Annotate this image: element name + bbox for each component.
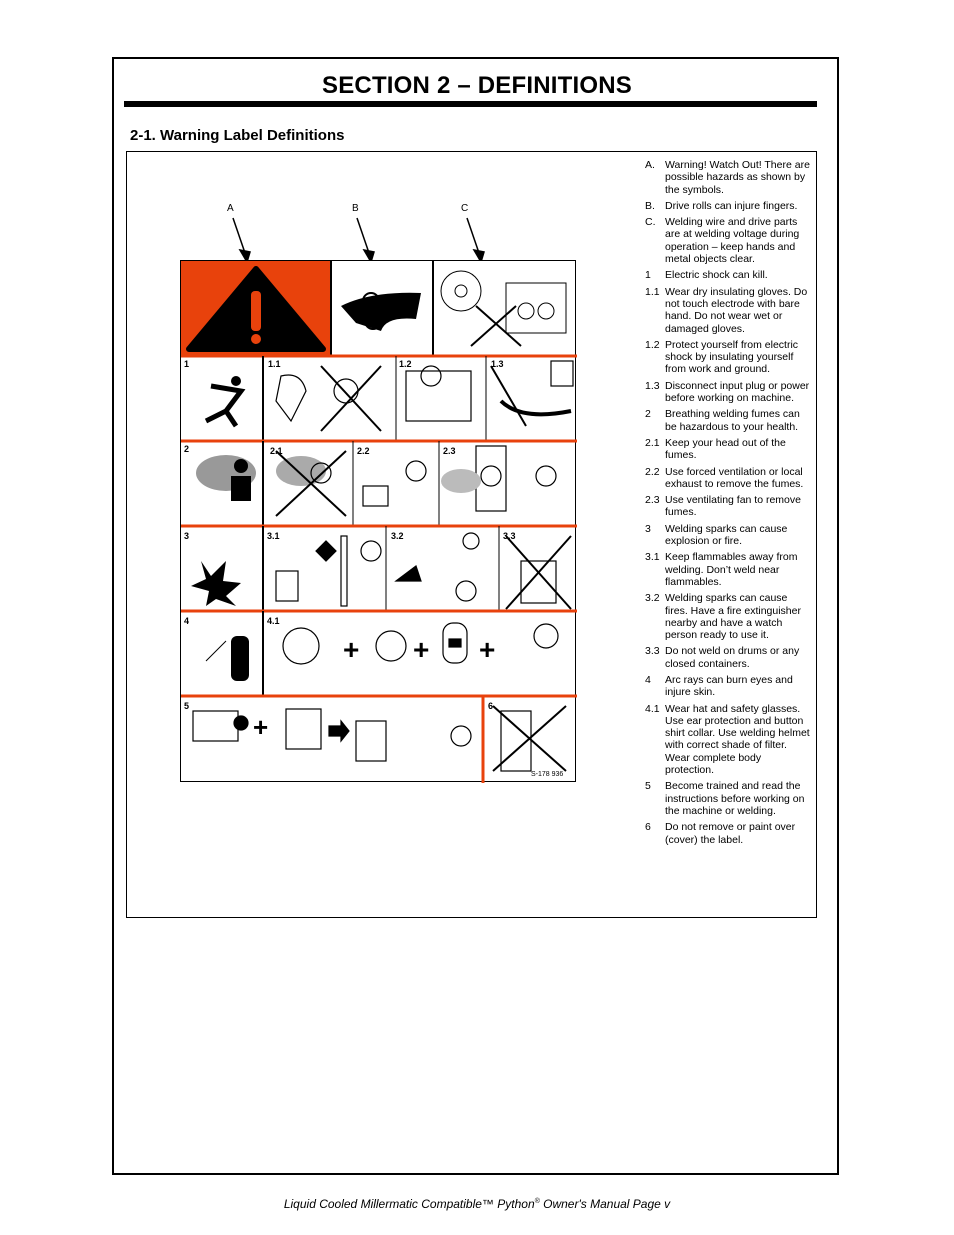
exhaust-icon (363, 461, 426, 506)
wire-drive-icon (441, 271, 566, 346)
do-not-cover-icon (493, 706, 566, 771)
legend-item (645, 380, 813, 405)
label-number: 2.1 (270, 446, 283, 456)
label-number: 4 (184, 616, 190, 626)
legend-key: 3.1 (645, 551, 660, 564)
legend-item (645, 339, 813, 376)
legend-key: 1.1 (645, 285, 660, 298)
legend-list (645, 159, 813, 850)
label-number: 3.2 (391, 531, 404, 541)
legend-item (645, 592, 813, 641)
legend-key: 2.2 (645, 465, 660, 478)
label-code: S-178 936 (531, 771, 564, 778)
footer-page-text: Owner's Manual Page v (539, 1197, 671, 1211)
label-number: 2 (184, 444, 190, 454)
label-number: 1.3 (491, 359, 504, 369)
label-number: 4.1 (267, 616, 280, 626)
label-number: 3.1 (267, 531, 280, 541)
legend-text: Use forced ventilation or local exhaust to remove the fumes. (665, 465, 804, 490)
footer-registered-mark: ® (534, 1198, 540, 1205)
legend-item (645, 159, 813, 196)
legend-item (645, 408, 813, 433)
legend-key: A. (645, 159, 655, 171)
legend-key: 2.1 (645, 436, 660, 449)
legend-key: 1 (645, 269, 651, 282)
legend-text: Protect yourself from electric shock by insulating yourself from work and ground. (665, 338, 799, 376)
explosion-icon (191, 561, 241, 606)
label-number: 3 (184, 531, 190, 541)
legend-key: 2 (645, 408, 651, 421)
legend-item (645, 437, 813, 462)
legend-key: B. (645, 199, 655, 212)
legend-text: Disconnect input plug or power before working on machine. (665, 379, 810, 405)
legend-text: Become trained and read the instructions before working on the machine or welding. (665, 780, 805, 817)
label-number: 1.2 (399, 359, 412, 369)
flammables-icon (276, 536, 381, 606)
ppe-icon (283, 623, 558, 665)
label-number: 6 (488, 701, 494, 711)
legend-text: Keep flammables away from welding. Don’t weld near flammables. (665, 551, 798, 588)
electric-shock-icon (206, 376, 241, 426)
label-number: 2.3 (443, 446, 456, 456)
label-number: 5 (184, 701, 190, 711)
fire-extinguisher-icon (396, 533, 479, 601)
legend-item (645, 523, 813, 548)
legend-item (645, 286, 813, 335)
section-title: SECTION 2 – DEFINITIONS (322, 72, 632, 99)
subsection-title: 2-1. Warning Label Definitions (130, 127, 345, 144)
svg-text:+: + (413, 634, 430, 665)
legend-item (645, 200, 813, 212)
warning-label-graphic (181, 261, 577, 783)
legend-item (645, 703, 813, 777)
legend-text: Wear hat and safety glasses. Use ear protection and button shirt collar. Use welding helmet with correct shade of filter. Wear complete body protection. (665, 702, 810, 777)
drum-icon (506, 536, 571, 609)
legend-key: 1.3 (645, 379, 660, 392)
legend-text: Welding wire and drive parts are at welding voltage during operation – keep hands and metal objects clear. (665, 216, 800, 266)
legend-item (645, 821, 813, 846)
svg-text:+: + (343, 634, 360, 665)
legend-item (645, 494, 813, 519)
arc-rays-icon (206, 636, 249, 681)
legend-key: 3.2 (645, 592, 660, 605)
svg-text:+: + (253, 712, 269, 742)
legend-key: 4 (645, 673, 651, 686)
label-number: 1 (184, 359, 190, 369)
legend-key: 1.2 (645, 338, 660, 351)
legend-key: 6 (645, 821, 651, 834)
legend-text: Warning! Watch Out! There are possible hazards as shown by the symbols. (665, 159, 810, 196)
legend-text: Do not weld on drums or any closed containers. (665, 645, 800, 670)
legend-item (645, 269, 813, 281)
callout-c: C (461, 203, 469, 214)
head-out-fumes-icon (276, 451, 346, 516)
insulate-icon (406, 366, 471, 421)
legend-item (645, 216, 813, 265)
footer-text: Liquid Cooled Millermatic Compatible™ Python (283, 1197, 535, 1211)
legend-text: Use ventilating fan to remove fumes. (665, 494, 801, 519)
fan-icon (441, 446, 556, 511)
legend-item (645, 674, 813, 699)
legend-item (645, 645, 813, 670)
legend-key: 5 (645, 780, 651, 793)
fumes-icon (196, 455, 256, 501)
svg-text:+: + (479, 634, 496, 665)
label-number: 3.3 (503, 531, 516, 541)
callout-b: B (352, 203, 359, 214)
legend-item (645, 466, 813, 491)
legend-text: Electric shock can kill. (665, 269, 768, 282)
warning-label (180, 260, 576, 782)
legend-item (645, 551, 813, 588)
training-icon (193, 709, 471, 761)
legend-key: 2.3 (645, 494, 660, 507)
disconnect-plug-icon (491, 361, 573, 426)
legend-text: Welding sparks can cause explosion or fire. (665, 522, 788, 548)
legend-text: Welding sparks can cause fires. Have a fire extinguisher nearby and have a watch person ready to use it. (665, 592, 801, 642)
legend-key: 3 (645, 522, 651, 535)
gloves-icon (276, 366, 381, 431)
legend-key: 3.3 (645, 645, 660, 658)
legend-text: Drive rolls can injure fingers. (665, 199, 798, 212)
legend-text: Breathing welding fumes can be hazardous to your health. (665, 408, 800, 433)
legend-key: C. (645, 216, 656, 229)
legend-text: Do not remove or paint over (cover) the label. (665, 821, 796, 846)
callout-a: A (227, 203, 234, 214)
label-number: 2.2 (357, 446, 370, 456)
page-footer (0, 1197, 954, 1211)
legend-text: Wear dry insulating gloves. Do not touch electrode with bare hand. Do not wear wet or damaged gloves. (665, 285, 808, 335)
legend-text: Keep your head out of the fumes. (665, 436, 786, 462)
legend-text: Arc rays can burn eyes and injure skin. (665, 673, 793, 699)
label-number: 1.1 (268, 359, 281, 369)
drive-rolls-icon (341, 293, 421, 331)
legend-item (645, 780, 813, 817)
legend-key: 4.1 (645, 702, 660, 715)
